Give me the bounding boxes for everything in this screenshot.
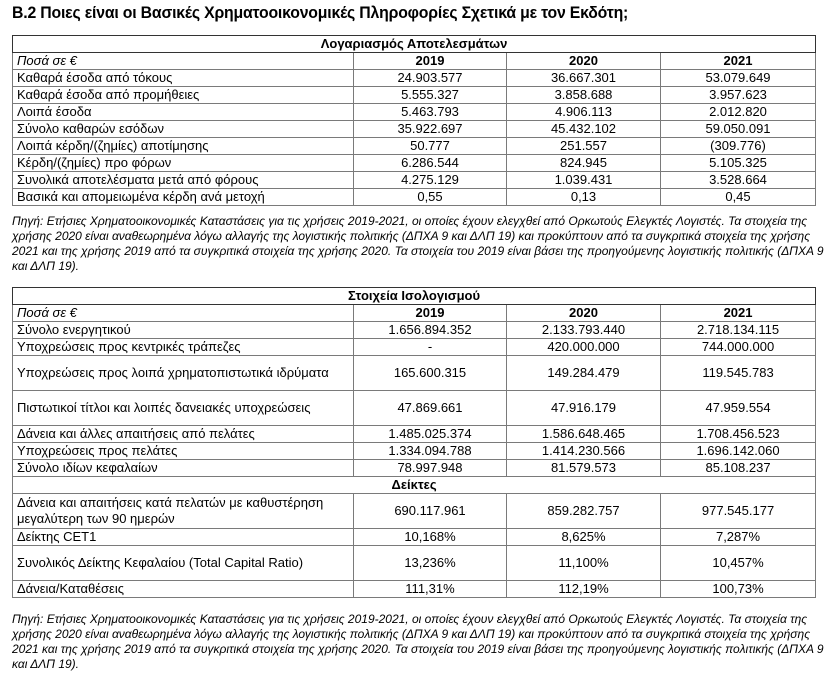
cell-value: 5.555.327 (354, 87, 507, 104)
cell-value: 1.414.230.566 (507, 443, 661, 460)
table-row (13, 426, 816, 443)
cell-value: 251.557 (507, 138, 661, 155)
cell-value: 1.708.456.523 (661, 426, 816, 443)
cell-value: 47.916.179 (507, 391, 661, 426)
row-label: Δάνεια και απαιτήσεις κατά πελατών με καθυστέρηση μεγαλύτερη των 90 ημερών (13, 494, 354, 529)
cell-value: 4.906.113 (507, 104, 661, 121)
section-heading: B.2 Ποιες είναι οι Βασικές Χρηματοοικονομικές Πληροφορίες Σχετικά με τον Εκδότη; (12, 3, 629, 22)
cell-value: 2.012.820 (661, 104, 816, 121)
cell-value: 85.108.237 (661, 460, 816, 477)
cell-value: 859.282.757 (507, 494, 661, 529)
cell-value: 3.957.623 (661, 87, 816, 104)
cell-value: (309.776) (661, 138, 816, 155)
header-row (13, 53, 816, 70)
year-header: 2021 (661, 53, 816, 70)
cell-value: 3.528.664 (661, 172, 816, 189)
cell-value: 10,457% (661, 546, 816, 581)
row-label: Δάνεια/Καταθέσεις (13, 581, 354, 598)
unit-label: Ποσά σε € (13, 53, 354, 70)
cell-value: 1.334.094.788 (354, 443, 507, 460)
cell-value: 0,45 (661, 189, 816, 206)
table-row (13, 322, 816, 339)
table-row (13, 104, 816, 121)
table-row (13, 356, 816, 391)
cell-value: 1.696.142.060 (661, 443, 816, 460)
row-label: Σύνολο ενεργητικού (13, 322, 354, 339)
cell-value: 81.579.573 (507, 460, 661, 477)
row-label: Υποχρεώσεις προς πελάτες (13, 443, 354, 460)
cell-value: 111,31% (354, 581, 507, 598)
row-label: Βασικά και απομειωμένα κέρδη ανά μετοχή (13, 189, 354, 206)
cell-value: 0,55 (354, 189, 507, 206)
year-header: 2019 (354, 53, 507, 70)
cell-value: 744.000.000 (661, 339, 816, 356)
row-label: Σύνολο καθαρών εσόδων (13, 121, 354, 138)
row-label: Λοιπά έσοδα (13, 104, 354, 121)
cell-value: 8,625% (507, 529, 661, 546)
table-row (13, 172, 816, 189)
table-row (13, 391, 816, 426)
cell-value: 36.667.301 (507, 70, 661, 87)
cell-value: 2.133.793.440 (507, 322, 661, 339)
row-label: Δάνεια και άλλες απαιτήσεις από πελάτες (13, 426, 354, 443)
cell-value: 50.777 (354, 138, 507, 155)
cell-value: 824.945 (507, 155, 661, 172)
balance-sheet-title: Στοιχεία Ισολογισμού (13, 288, 816, 305)
cell-value: 112,19% (507, 581, 661, 598)
cell-value: 3.858.688 (507, 87, 661, 104)
cell-value: - (354, 339, 507, 356)
cell-value: 59.050.091 (661, 121, 816, 138)
cell-value: 420.000.000 (507, 339, 661, 356)
balance-sheet-source-note: Πηγή: Ετήσιες Χρηματοοικονομικές Καταστάσεις για τις χρήσεις 2019-2021, οι οποίες έχουν ελεγχθεί από Ορκωτούς Ελεγκτές Λογιστές. Τα στοιχεία της χρήσης 2020 είναι αναθεωρημένα λόγω αλλαγής της λογιστικής πολιτικής (ΔΠΧΑ 9 και ΔΛΠ 19) και προκύπτουν από τα συγκριτικά στοιχεία της χρήσης 2021 και της χρήσης 2019 από τα συγκριτικά στοιχεία της χρήσης 2020. Τα στοιχεία του 2019 είναι βάσει της προηγούμενης λογιστικής πολιτικής (ΔΠΧΑ 9 και ΔΛΠ 19). (12, 612, 824, 671)
table-row (13, 155, 816, 172)
table-row (13, 581, 816, 598)
row-label: Λοιπά κέρδη/(ζημίες) αποτίμησης (13, 138, 354, 155)
income-statement-source-note: Πηγή: Ετήσιες Χρηματοοικονομικές Καταστάσεις για τις χρήσεις 2019-2021, οι οποίες έχουν ελεγχθεί από Ορκωτούς Ελεγκτές Λογιστές. Τα στοιχεία της χρήσης 2020 είναι αναθεωρημένα λόγω αλλαγής της λογιστικής πολιτικής (ΔΠΧΑ 9 και ΔΛΠ 19) και προκύπτουν από τα συγκριτικά στοιχεία της χρήσης 2021 και της χρήσης 2019 από τα συγκριτικά στοιχεία της χρήσης 2020. Τα στοιχεία του 2019 είναι βάσει της προηγούμενης λογιστικής πολιτικής (ΔΠΧΑ 9 και ΔΛΠ 19). (12, 214, 824, 273)
cell-value: 1.586.648.465 (507, 426, 661, 443)
table-row (13, 138, 816, 155)
row-label: Κέρδη/(ζημίες) προ φόρων (13, 155, 354, 172)
cell-value: 5.105.325 (661, 155, 816, 172)
cell-value: 1.485.025.374 (354, 426, 507, 443)
row-label: Συνολικά αποτελέσματα μετά από φόρους (13, 172, 354, 189)
cell-value: 5.463.793 (354, 104, 507, 121)
row-label: Πιστωτικοί τίτλοι και λοιπές δανειακές υποχρεώσεις (13, 391, 354, 426)
table-row (13, 494, 816, 529)
cell-value: 53.079.649 (661, 70, 816, 87)
income-statement-title: Λογαριασμός Αποτελεσμάτων (13, 36, 816, 53)
table-row (13, 460, 816, 477)
row-label: Καθαρά έσοδα από τόκους (13, 70, 354, 87)
cell-value: 78.997.948 (354, 460, 507, 477)
ratios-title: Δείκτες (13, 477, 816, 494)
cell-value: 11,100% (507, 546, 661, 581)
year-header: 2019 (354, 305, 507, 322)
year-header: 2020 (507, 305, 661, 322)
cell-value: 47.869.661 (354, 391, 507, 426)
cell-value: 35.922.697 (354, 121, 507, 138)
table-row (13, 339, 816, 356)
cell-value: 47.959.554 (661, 391, 816, 426)
table-row (13, 87, 816, 104)
row-label: Δείκτης CET1 (13, 529, 354, 546)
unit-label: Ποσά σε € (13, 305, 354, 322)
cell-value: 690.117.961 (354, 494, 507, 529)
cell-value: 977.545.177 (661, 494, 816, 529)
cell-value: 7,287% (661, 529, 816, 546)
cell-value: 2.718.134.115 (661, 322, 816, 339)
year-header: 2020 (507, 53, 661, 70)
cell-value: 149.284.479 (507, 356, 661, 391)
table-row (13, 443, 816, 460)
cell-value: 24.903.577 (354, 70, 507, 87)
cell-value: 6.286.544 (354, 155, 507, 172)
row-label: Υποχρεώσεις προς λοιπά χρηματοπιστωτικά ιδρύματα (13, 356, 354, 391)
row-label: Καθαρά έσοδα από προμήθειες (13, 87, 354, 104)
cell-value: 10,168% (354, 529, 507, 546)
income-statement-table (12, 35, 816, 206)
table-row (13, 121, 816, 138)
cell-value: 13,236% (354, 546, 507, 581)
row-label: Υποχρεώσεις προς κεντρικές τράπεζες (13, 339, 354, 356)
cell-value: 1.039.431 (507, 172, 661, 189)
table-row (13, 70, 816, 87)
cell-value: 119.545.783 (661, 356, 816, 391)
header-row (13, 305, 816, 322)
cell-value: 1.656.894.352 (354, 322, 507, 339)
table-row (13, 189, 816, 206)
row-label: Σύνολο ιδίων κεφαλαίων (13, 460, 354, 477)
row-label: Συνολικός Δείκτης Κεφαλαίου (Total Capital Ratio) (13, 546, 354, 581)
cell-value: 0,13 (507, 189, 661, 206)
cell-value: 4.275.129 (354, 172, 507, 189)
year-header: 2021 (661, 305, 816, 322)
cell-value: 100,73% (661, 581, 816, 598)
cell-value: 165.600.315 (354, 356, 507, 391)
cell-value: 45.432.102 (507, 121, 661, 138)
balance-sheet-table (12, 287, 816, 598)
table-row (13, 546, 816, 581)
table-row (13, 529, 816, 546)
